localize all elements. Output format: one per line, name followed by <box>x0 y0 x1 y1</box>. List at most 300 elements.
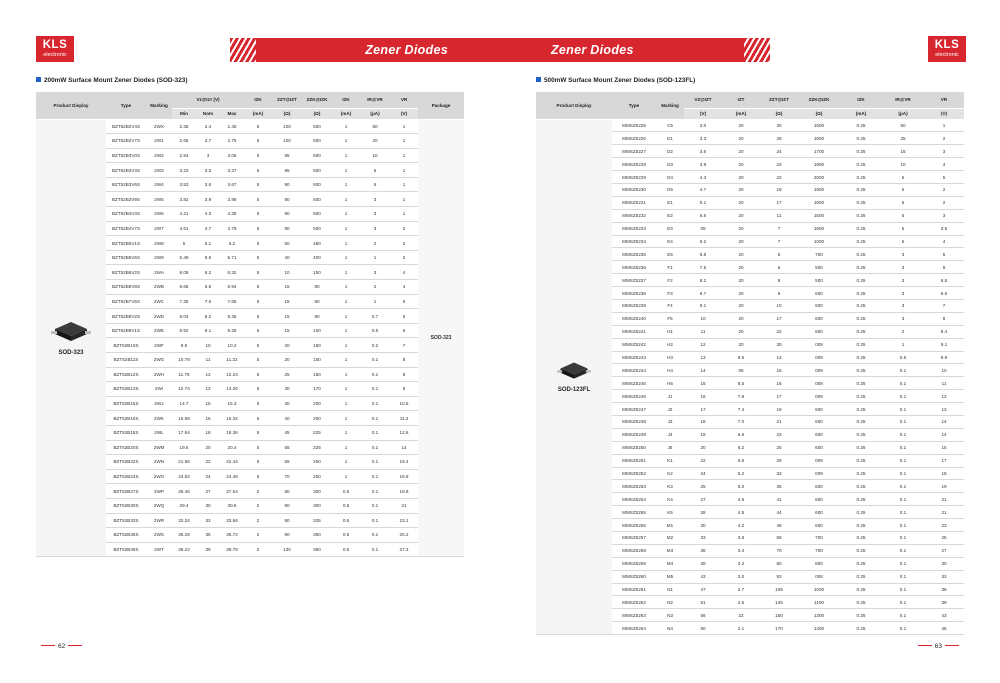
table-cell: 3.82 <box>172 192 196 207</box>
table-cell: 0.25 <box>840 287 882 300</box>
table-cell: MMSZ5250 <box>612 441 656 454</box>
table-cell: 2WS <box>146 528 172 543</box>
table-cell: 0.25 <box>840 557 882 570</box>
table-cell: 18.36 <box>220 425 244 440</box>
table-cell: BZT52B5V6S <box>106 250 146 265</box>
table-cell: 27.3 <box>390 542 418 557</box>
table-cell: 23.52 <box>172 469 196 484</box>
table-cell: F5 <box>656 312 684 325</box>
table-cell: 10 <box>196 338 220 353</box>
table-cell: 6.8 <box>196 280 220 295</box>
table-cell: 2.94 <box>172 148 196 163</box>
table-cell: 93 <box>760 570 798 583</box>
table-cell: 95 <box>272 163 302 178</box>
table-cell: 25 <box>272 367 302 382</box>
table-cell: 2 <box>882 325 924 338</box>
table-cell: 18 <box>684 415 722 428</box>
table-cell: 39 <box>684 557 722 570</box>
table-cell: 80 <box>760 557 798 570</box>
table-cell: 2 <box>360 280 390 295</box>
table-cell: 25 <box>882 132 924 145</box>
table-cell: 2WJ <box>146 396 172 411</box>
table-cell: 27.54 <box>220 484 244 499</box>
table-cell: 14.7 <box>172 396 196 411</box>
table-cell: MMSZ5263 <box>612 609 656 622</box>
table-cell: 1 <box>360 250 390 265</box>
table-cell: 8 <box>390 353 418 368</box>
table-cell: 0.5 <box>332 542 360 557</box>
table-cell: 1 <box>332 367 360 382</box>
col-vz: VZ@IZT <box>684 92 722 108</box>
table-cell: 3.8 <box>722 532 760 545</box>
table-cell: 325 <box>302 513 332 528</box>
table-cell: 0.25 <box>840 415 882 428</box>
table-cell: 3.37 <box>220 163 244 178</box>
table-cell: 0.25 <box>840 248 882 261</box>
table-cell: 5.49 <box>172 250 196 265</box>
table-cell: 5 <box>172 236 196 251</box>
table-cell: 009 <box>798 390 840 403</box>
table-cell: 2WD <box>146 309 172 324</box>
page-dash <box>918 645 932 646</box>
table-cell: J5 <box>656 441 684 454</box>
table-cell: 23 <box>760 158 798 171</box>
table-cell: 80 <box>302 280 332 295</box>
table-cell: K1 <box>656 454 684 467</box>
table-cell: 20 <box>722 248 760 261</box>
table-cell: 1400 <box>798 622 840 635</box>
table-cell: 14 <box>924 428 964 441</box>
table-cell: 0.5 <box>360 323 390 338</box>
table-cell: 80 <box>302 309 332 324</box>
table-cell: 1 <box>390 177 418 192</box>
table-cell: 8.92 <box>172 323 196 338</box>
table-cell: 2W6 <box>146 207 172 222</box>
table-cell: 3 <box>882 312 924 325</box>
table-cell: 300 <box>302 484 332 499</box>
table-cell: 500 <box>798 274 840 287</box>
table-cell: 5 <box>924 248 964 261</box>
table-cell: 0.1 <box>882 557 924 570</box>
col-izk: IZK <box>840 92 882 108</box>
table-cell: 47 <box>684 583 722 596</box>
table-cell: 600 <box>302 148 332 163</box>
table-cell: 30 <box>924 557 964 570</box>
table-cell: 0.25 <box>840 364 882 377</box>
col-vz: Vz@Izт (V) <box>172 92 244 108</box>
table-cell: 12.74 <box>172 382 196 397</box>
table-cell: 5 <box>244 367 272 382</box>
unit-vr: (V) <box>924 108 964 119</box>
table-cell: 11.22 <box>220 353 244 368</box>
table-cell: 600 <box>302 119 332 134</box>
table-cell: 38.22 <box>172 542 196 557</box>
table-cell: 2WH <box>146 367 172 382</box>
table-cell: 80 <box>272 513 302 528</box>
table-cell: 600 <box>798 287 840 300</box>
table-cell: 2WB <box>146 280 172 295</box>
table-cell: 1900 <box>798 183 840 196</box>
table-cell: 3 <box>882 299 924 312</box>
table-cell: 2.7 <box>196 134 220 149</box>
table-cell: 33.66 <box>220 513 244 528</box>
table-cell: 2 <box>244 513 272 528</box>
table-cell: 2W3 <box>146 163 172 178</box>
table-cell: 20 <box>722 183 760 196</box>
unit-zzt: (Ω) <box>760 108 798 119</box>
table-cell: BZT52B22S <box>106 455 146 470</box>
table-cell: E3 <box>656 222 684 235</box>
table-cell: 20 <box>722 338 760 351</box>
table-cell: 0.1 <box>360 382 390 397</box>
header-title: Zener Diodes <box>365 43 448 57</box>
table-cell: 0.25 <box>840 338 882 351</box>
table-cell: 0.25 <box>840 299 882 312</box>
table-cell: 1 <box>332 221 360 236</box>
table-cell: 0.25 <box>840 506 882 519</box>
table-cell: 25 <box>760 441 798 454</box>
table-cell: 24 <box>196 469 220 484</box>
table-cell: 0.1 <box>360 528 390 543</box>
table-cell: MMSZ5226 <box>612 132 656 145</box>
table-cell: 49 <box>760 519 798 532</box>
table-cell: 8 <box>924 312 964 325</box>
table-cell: 3 <box>196 148 220 163</box>
table-cell: J1 <box>656 390 684 403</box>
kls-logo <box>928 36 966 62</box>
table-cell: 20 <box>722 119 760 132</box>
table-cell: 1 <box>332 148 360 163</box>
table-cell: MMSZ5262 <box>612 596 656 609</box>
table-cell: 350 <box>302 542 332 557</box>
table-cell: 11 <box>760 209 798 222</box>
table-cell: 50 <box>360 119 390 134</box>
table-cell: 0.25 <box>840 570 882 583</box>
table-cell: 0.1 <box>882 493 924 506</box>
table-cell: 20 <box>722 222 760 235</box>
page-number-left: 62 <box>38 643 85 650</box>
table-cell: 15 <box>924 441 964 454</box>
table-cell: BZT52B39S <box>106 542 146 557</box>
table-cell: 5.6 <box>684 209 722 222</box>
table-cell: BZT52B30S <box>106 498 146 513</box>
table-cell: 20 <box>722 287 760 300</box>
table-cell: 2WT <box>146 542 172 557</box>
table-cell: 130 <box>272 542 302 557</box>
table-cell: 1 <box>332 250 360 265</box>
table-cell: 125 <box>760 596 798 609</box>
table-cell: 10 <box>684 312 722 325</box>
header-band <box>500 38 770 62</box>
unit-zzk: (Ω) <box>302 108 332 119</box>
table-cell: 500 <box>798 261 840 274</box>
table-cell: MMSZ5256 <box>612 519 656 532</box>
table-cell: 3.2 <box>722 557 760 570</box>
header-band <box>230 38 500 62</box>
table-cell: 20 <box>722 235 760 248</box>
table-cell: C5 <box>656 119 684 132</box>
table-cell: 23.1 <box>390 513 418 528</box>
table-cell: 1 <box>390 119 418 134</box>
table-cell: 250 <box>302 455 332 470</box>
table-cell: 3.6 <box>196 177 220 192</box>
table-cell: 1 <box>332 338 360 353</box>
unit-vz: (V) <box>684 108 722 119</box>
header-row-1 <box>536 92 964 108</box>
table-cell: K3 <box>656 480 684 493</box>
table-cell: 0.1 <box>360 469 390 484</box>
table-cell: 600 <box>798 480 840 493</box>
table-cell: 1100 <box>798 596 840 609</box>
table-cell: 1 <box>332 119 360 134</box>
table-cell: BZT52B2V7S <box>106 134 146 149</box>
table-cell: MMSZ5253 <box>612 480 656 493</box>
table-cell: 3.4 <box>722 544 760 557</box>
table-cell: 2WO <box>146 469 172 484</box>
table-cell: 5 <box>882 171 924 184</box>
table-cell: 5.1 <box>684 196 722 209</box>
table-cell: 1 <box>332 309 360 324</box>
table-cell: 2 <box>244 484 272 499</box>
table-cell: 0.25 <box>840 312 882 325</box>
table-cell: BZT52B5V1S <box>106 236 146 251</box>
table-cell: 1 <box>332 163 360 178</box>
table-cell: 3.98 <box>220 192 244 207</box>
table-cell: 2W4 <box>146 177 172 192</box>
table-cell: BZT52B3V9S <box>106 192 146 207</box>
table-cell: 0.25 <box>840 171 882 184</box>
table-cell: 13 <box>196 382 220 397</box>
table-cell: 009 <box>798 364 840 377</box>
table-cell: 11.76 <box>172 367 196 382</box>
table-cell: D1 <box>656 132 684 145</box>
table-cell: 0.1 <box>882 570 924 583</box>
table-cell: 0.25 <box>840 403 882 416</box>
table-cell: 6 <box>390 323 418 338</box>
section-marker-icon <box>36 77 41 82</box>
table-cell: 4 <box>390 265 418 280</box>
table-cell: 0.1 <box>882 467 924 480</box>
table-cell: 1 <box>332 207 360 222</box>
table-cell: 23 <box>924 519 964 532</box>
table-cell: 8.36 <box>220 309 244 324</box>
table-cell: 4.2 <box>722 519 760 532</box>
product-display-cell <box>536 119 612 635</box>
table-cell: 20 <box>722 274 760 287</box>
table-cell: 60 <box>684 622 722 635</box>
table-cell: M5 <box>656 570 684 583</box>
table-cell: 0.25 <box>840 480 882 493</box>
table-cell: 32.34 <box>172 513 196 528</box>
diode-package-icon <box>556 360 592 383</box>
table-cell: 150 <box>302 367 332 382</box>
table-cell: 0.1 <box>360 411 390 426</box>
table-cell: 10.78 <box>172 353 196 368</box>
table-cell: 0.1 <box>882 415 924 428</box>
table-cell: 480 <box>302 236 332 251</box>
table-cell: 0.1 <box>360 425 390 440</box>
table-cell: 6.8 <box>684 248 722 261</box>
table-cell: 25 <box>924 532 964 545</box>
table-cell: 2WN <box>146 455 172 470</box>
table-cell: 0.25 <box>840 196 882 209</box>
table-cell: 5.6 <box>196 250 220 265</box>
table-cell: 3.67 <box>220 177 244 192</box>
section-title: 200mW Surface Mount Zener Diodes (SOD-323) <box>36 77 187 84</box>
table-cell: 11 <box>924 377 964 390</box>
sod123fl-table-body <box>536 119 964 635</box>
table-cell: MMSZ5257 <box>612 532 656 545</box>
table-cell: 6.2 <box>684 235 722 248</box>
table-cell: MMSZ5235 <box>612 248 656 261</box>
table-cell: 30.6 <box>220 498 244 513</box>
table-cell: 0.1 <box>360 542 390 557</box>
table-cell: 400 <box>302 250 332 265</box>
col-product-display: Product Display <box>36 92 106 119</box>
unit-vr: (V) <box>390 108 418 119</box>
table-cell: 0.25 <box>840 235 882 248</box>
table-cell: 0.1 <box>882 544 924 557</box>
table-cell: 0.5 <box>332 484 360 499</box>
table-cell: 39 <box>924 596 964 609</box>
table-cell: 22 <box>760 171 798 184</box>
table-cell: 0.1 <box>360 498 390 513</box>
table-cell: 7.8 <box>722 390 760 403</box>
table-row <box>536 119 964 132</box>
table-cell: 0.25 <box>840 441 882 454</box>
table-cell: 5 <box>390 294 418 309</box>
table-cell: 7 <box>924 299 964 312</box>
table-cell: 2WP <box>146 484 172 499</box>
table-cell: 009 <box>798 338 840 351</box>
unit-ir: (μA) <box>882 108 924 119</box>
table-cell: 1 <box>332 236 360 251</box>
unit-izk: (mA) <box>840 108 882 119</box>
table-cell: 13 <box>684 351 722 364</box>
page-dash <box>945 645 959 646</box>
table-cell: 0.1 <box>360 353 390 368</box>
col-package: Package <box>418 92 464 119</box>
right-page <box>500 0 1000 683</box>
table-cell: 009 <box>798 377 840 390</box>
table-cell: 35 <box>760 480 798 493</box>
table-cell: 1 <box>332 177 360 192</box>
table-cell: 0.7 <box>360 309 390 324</box>
table-cell: 33 <box>924 570 964 583</box>
unit-ir: (μA) <box>360 108 390 119</box>
table-cell: MMSZ5236 <box>612 261 656 274</box>
table-cell: 1 <box>332 469 360 484</box>
table-cell: BZT52B20S <box>106 440 146 455</box>
table-cell: 58 <box>760 532 798 545</box>
table-cell: 0.1 <box>360 396 390 411</box>
table-cell: 09 <box>684 222 722 235</box>
table-cell: 0.1 <box>882 377 924 390</box>
table-cell: 1 <box>332 134 360 149</box>
table-cell: 28 <box>760 132 798 145</box>
table-cell: 11 <box>196 353 220 368</box>
table-cell: 18 <box>924 467 964 480</box>
table-cell: 0.1 <box>882 583 924 596</box>
table-cell: H5 <box>656 377 684 390</box>
table-cell: BZT52B33S <box>106 513 146 528</box>
col-max: Max <box>220 108 244 119</box>
table-cell: 30 <box>196 498 220 513</box>
unit-izt: (mA) <box>722 108 760 119</box>
table-cell: 0.25 <box>840 467 882 480</box>
table-cell: 11.2 <box>390 411 418 426</box>
table-cell: 5 <box>244 396 272 411</box>
table-cell: 1 <box>332 192 360 207</box>
table-cell: 25 <box>684 480 722 493</box>
table-cell: 0.25 <box>840 493 882 506</box>
table-cell: 28 <box>684 506 722 519</box>
table-cell: 17 <box>760 196 798 209</box>
table-cell: 7.65 <box>220 294 244 309</box>
table-cell: 1000 <box>798 583 840 596</box>
table-cell: 5 <box>244 148 272 163</box>
table-cell: 6.32 <box>220 265 244 280</box>
table-cell: 20.4 <box>220 440 244 455</box>
table-cell: 5 <box>244 207 272 222</box>
col-type: Type <box>106 92 146 119</box>
table-cell: 2WM <box>146 440 172 455</box>
table-cell: 0.1 <box>882 622 924 635</box>
table-cell: 20 <box>722 132 760 145</box>
table-cell: 2 <box>390 236 418 251</box>
table-cell: 7.5 <box>196 294 220 309</box>
table-cell: 13 <box>760 351 798 364</box>
table-cell: 33 <box>196 513 220 528</box>
diode-package-icon <box>51 319 91 346</box>
col-zzt: ZZT@IZT <box>760 92 798 108</box>
table-row <box>36 119 464 134</box>
table-cell: 3.23 <box>172 163 196 178</box>
table-cell: 0.25 <box>840 325 882 338</box>
table-cell: 5 <box>244 163 272 178</box>
table-cell: 20 <box>722 171 760 184</box>
table-cell: 8 <box>390 367 418 382</box>
table-cell: MMSZ5260 <box>612 570 656 583</box>
table-cell: 20 <box>360 134 390 149</box>
table-cell: 5.2 <box>722 467 760 480</box>
table-cell: 7.4 <box>722 403 760 416</box>
table-cell: 225 <box>302 425 332 440</box>
table-cell: 0.1 <box>882 390 924 403</box>
table-cell: 15 <box>272 280 302 295</box>
table-cell: 2WK <box>146 411 172 426</box>
table-cell: 60 <box>272 236 302 251</box>
table-cell: 1 <box>332 280 360 295</box>
table-cell: 5 <box>244 294 272 309</box>
table-cell: 1 <box>332 323 360 338</box>
table-cell: 17 <box>760 390 798 403</box>
table-cell: E2 <box>656 209 684 222</box>
table-cell: MMSZ5229 <box>612 171 656 184</box>
table-cell: 8.7 <box>684 287 722 300</box>
table-cell: 4 <box>924 158 964 171</box>
table-cell: 33 <box>684 532 722 545</box>
table-cell: 40 <box>272 411 302 426</box>
table-cell: 26.46 <box>172 484 196 499</box>
table-cell: 20 <box>722 158 760 171</box>
table-cell: 1600 <box>798 222 840 235</box>
table-cell: 4.21 <box>172 207 196 222</box>
table-cell: 0.1 <box>360 484 390 499</box>
table-cell: 90 <box>272 207 302 222</box>
table-cell: 5.6 <box>722 454 760 467</box>
table-cell: 700 <box>798 532 840 545</box>
